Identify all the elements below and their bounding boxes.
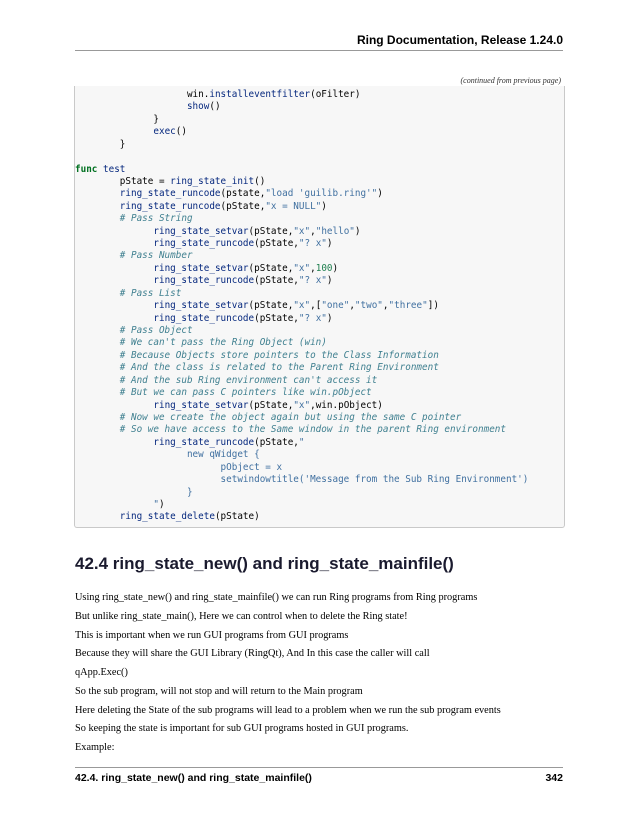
code-token xyxy=(75,126,153,137)
continued-note: (continued from previous page) xyxy=(460,76,561,85)
code-token xyxy=(75,275,153,286)
code-token: "? x" xyxy=(298,238,327,250)
code-line xyxy=(75,126,528,138)
code-line xyxy=(75,201,528,213)
paragraph: Example: xyxy=(75,742,115,753)
paragraph: Because they will share the GUI Library (RingQt), And In this case the caller will call xyxy=(75,648,430,659)
paragraph: This is important when we run GUI programs from GUI programs xyxy=(75,630,349,641)
code-line xyxy=(75,337,528,349)
code-line xyxy=(75,474,528,486)
code-token: ring_state_runcode xyxy=(119,200,221,212)
code-token: "hello" xyxy=(315,225,355,237)
code-token: # And the sub Ring environment can't access it xyxy=(75,374,378,386)
code-token xyxy=(75,511,120,522)
code-token: # Pass List xyxy=(75,287,182,299)
code-token: "x" xyxy=(293,399,311,411)
code-token: ring_state_runcode xyxy=(153,436,255,448)
code-token xyxy=(75,300,153,311)
code-line xyxy=(75,188,528,200)
code-line xyxy=(75,313,528,325)
code-line xyxy=(75,487,528,499)
code-line xyxy=(75,449,528,461)
code-token xyxy=(75,101,187,112)
code-line xyxy=(75,375,528,387)
code-token: (pState, xyxy=(254,436,299,448)
code-token: "x = NULL" xyxy=(265,200,322,212)
code-token xyxy=(75,400,153,411)
page-number: 342 xyxy=(545,772,563,784)
code-token: ring_state_init xyxy=(170,175,255,187)
code-token: (pState) xyxy=(214,511,260,523)
code-line xyxy=(75,250,528,262)
code-token: "x" xyxy=(293,300,311,312)
code-line xyxy=(75,275,528,287)
section-title: 42.4 ring_state_new() and ring_state_mainfile() xyxy=(75,554,454,573)
code-token: , xyxy=(382,300,389,312)
code-line xyxy=(75,151,528,163)
code-token: , xyxy=(310,262,316,274)
code-token xyxy=(75,437,153,448)
code-token: ) xyxy=(321,200,327,212)
code-token: show xyxy=(186,101,210,113)
code-token: "two" xyxy=(354,300,383,312)
code-line xyxy=(75,164,528,176)
footer-section-label: 42.4. ring_state_new() and ring_state_mainfile() xyxy=(75,772,312,784)
page-header: Ring Documentation, Release 1.24.0 xyxy=(356,33,563,47)
code-token: () xyxy=(209,101,221,113)
code-line xyxy=(75,437,528,449)
code-token: "load 'guilib.ring'" xyxy=(265,188,378,200)
code-token: # Pass Object xyxy=(75,325,193,337)
code-token: ring_state_runcode xyxy=(153,312,255,324)
paragraph: So the sub program, will not stop and will return to the Main program xyxy=(75,686,363,697)
code-token xyxy=(75,263,153,274)
code-token: () xyxy=(254,175,266,187)
code-token: ]) xyxy=(427,300,439,312)
code-token xyxy=(75,238,153,249)
code-token: ) xyxy=(332,262,339,274)
paragraph: Using ring_state_new() and ring_state_mainfile() we can run Ring programs from Ring programs xyxy=(75,592,478,603)
code-line xyxy=(75,362,528,374)
code-token: "? x" xyxy=(298,275,327,287)
code-token: # Now we create the object again but using the same C pointer xyxy=(75,411,462,423)
code-token: "? x" xyxy=(298,312,327,324)
code-line xyxy=(75,499,528,511)
code-token: " xyxy=(298,436,305,448)
code-line xyxy=(75,350,528,362)
paragraph: But unlike ring_state_main(), Here we can control when to delete the Ring state! xyxy=(75,611,408,622)
code-token xyxy=(75,188,120,199)
code-token: (pState, xyxy=(248,225,294,237)
paragraph: So keeping the state is important for sub GUI programs hosted in GUI programs. xyxy=(75,723,409,734)
code-token: pObject = x xyxy=(75,461,283,473)
code-token: 100 xyxy=(315,262,333,274)
code-token: (pState, xyxy=(254,275,299,287)
code-token: ring_state_setvar xyxy=(153,262,249,274)
code-token: (pState, xyxy=(254,312,299,324)
code-token: # Pass Number xyxy=(75,250,193,262)
code-token: new qWidget { xyxy=(75,449,260,461)
code-line xyxy=(75,288,528,300)
code-token: win. xyxy=(75,89,210,100)
code-token: "x" xyxy=(293,225,311,237)
code-token xyxy=(75,226,153,237)
code-token: , xyxy=(310,225,316,237)
code-token: "x" xyxy=(293,262,311,274)
footer-rule xyxy=(75,767,563,768)
code-line xyxy=(75,511,528,523)
paragraph: Here deleting the State of the sub programs will lead to a problem when we run the sub program events xyxy=(75,705,501,716)
code-token: ring_state_runcode xyxy=(119,188,221,200)
code-token: (pState, xyxy=(248,399,294,411)
code-token: (pState, xyxy=(254,238,299,250)
code-line xyxy=(75,325,528,337)
code-token: # Because Objects store pointers to the Class Information xyxy=(75,349,439,361)
code-token: # Pass String xyxy=(75,213,193,225)
code-line xyxy=(75,387,528,399)
code-token: , xyxy=(349,300,355,312)
code-line xyxy=(75,412,528,424)
code-token: ring_state_delete xyxy=(119,511,215,523)
code-token: } xyxy=(75,113,159,125)
code-line xyxy=(75,101,528,113)
code-token: (pState, xyxy=(220,200,266,212)
code-token: setwindowtitle('Message from the Sub Ring Environment') xyxy=(75,474,529,486)
code-token: ) xyxy=(158,498,165,510)
code-token: ring_state_setvar xyxy=(153,225,249,237)
code-token: ) xyxy=(377,188,383,200)
code-token: # We can't pass the Ring Object (win) xyxy=(75,337,327,349)
header-rule xyxy=(75,50,563,51)
code-token: } xyxy=(75,486,193,498)
paragraph: qApp.Exec() xyxy=(75,667,128,678)
code-line xyxy=(75,139,528,151)
code-token: () xyxy=(175,126,187,138)
code-token: ) xyxy=(326,275,333,287)
code-token: ring_state_runcode xyxy=(153,238,255,250)
code-listing xyxy=(75,89,528,524)
code-line xyxy=(75,400,528,412)
code-line xyxy=(75,89,528,101)
code-line xyxy=(75,114,528,126)
code-token: } xyxy=(75,138,126,150)
code-token: " xyxy=(75,498,159,510)
code-token: ring_state_setvar xyxy=(153,399,249,411)
code-token: # So we have access to the Same window in the parent Ring environment xyxy=(75,424,506,436)
code-line xyxy=(75,176,528,188)
code-token: pState = xyxy=(75,175,171,187)
code-token: ) xyxy=(326,312,333,324)
code-line xyxy=(75,238,528,250)
code-token: ,[ xyxy=(310,300,322,312)
code-token: # And the class is related to the Parent Ring Environment xyxy=(75,362,439,374)
code-token: exec xyxy=(153,126,176,138)
code-token: ring_state_setvar xyxy=(153,300,249,312)
code-line xyxy=(75,226,528,238)
code-line xyxy=(75,462,528,474)
code-token: (pState, xyxy=(248,262,294,274)
code-token: "one" xyxy=(321,300,350,312)
code-line xyxy=(75,263,528,275)
code-token: (pstate, xyxy=(220,188,266,200)
code-token: test xyxy=(103,163,126,175)
code-token: func xyxy=(75,163,98,175)
code-token: ,win.pObject) xyxy=(310,399,383,411)
code-token xyxy=(75,201,120,212)
code-token: # But we can pass C pointers like win.pObject xyxy=(75,387,372,399)
code-token: installeventfilter xyxy=(209,89,311,100)
code-line xyxy=(75,424,528,436)
code-token xyxy=(75,313,153,324)
code-token: ) xyxy=(326,238,333,250)
code-token: (oFilter) xyxy=(310,89,361,100)
code-line xyxy=(75,213,528,225)
code-block xyxy=(74,86,565,528)
code-token: (pState, xyxy=(248,300,294,312)
code-token: ) xyxy=(354,225,361,237)
code-token: ring_state_runcode xyxy=(153,275,255,287)
code-line xyxy=(75,300,528,312)
code-token: "three" xyxy=(388,300,428,312)
